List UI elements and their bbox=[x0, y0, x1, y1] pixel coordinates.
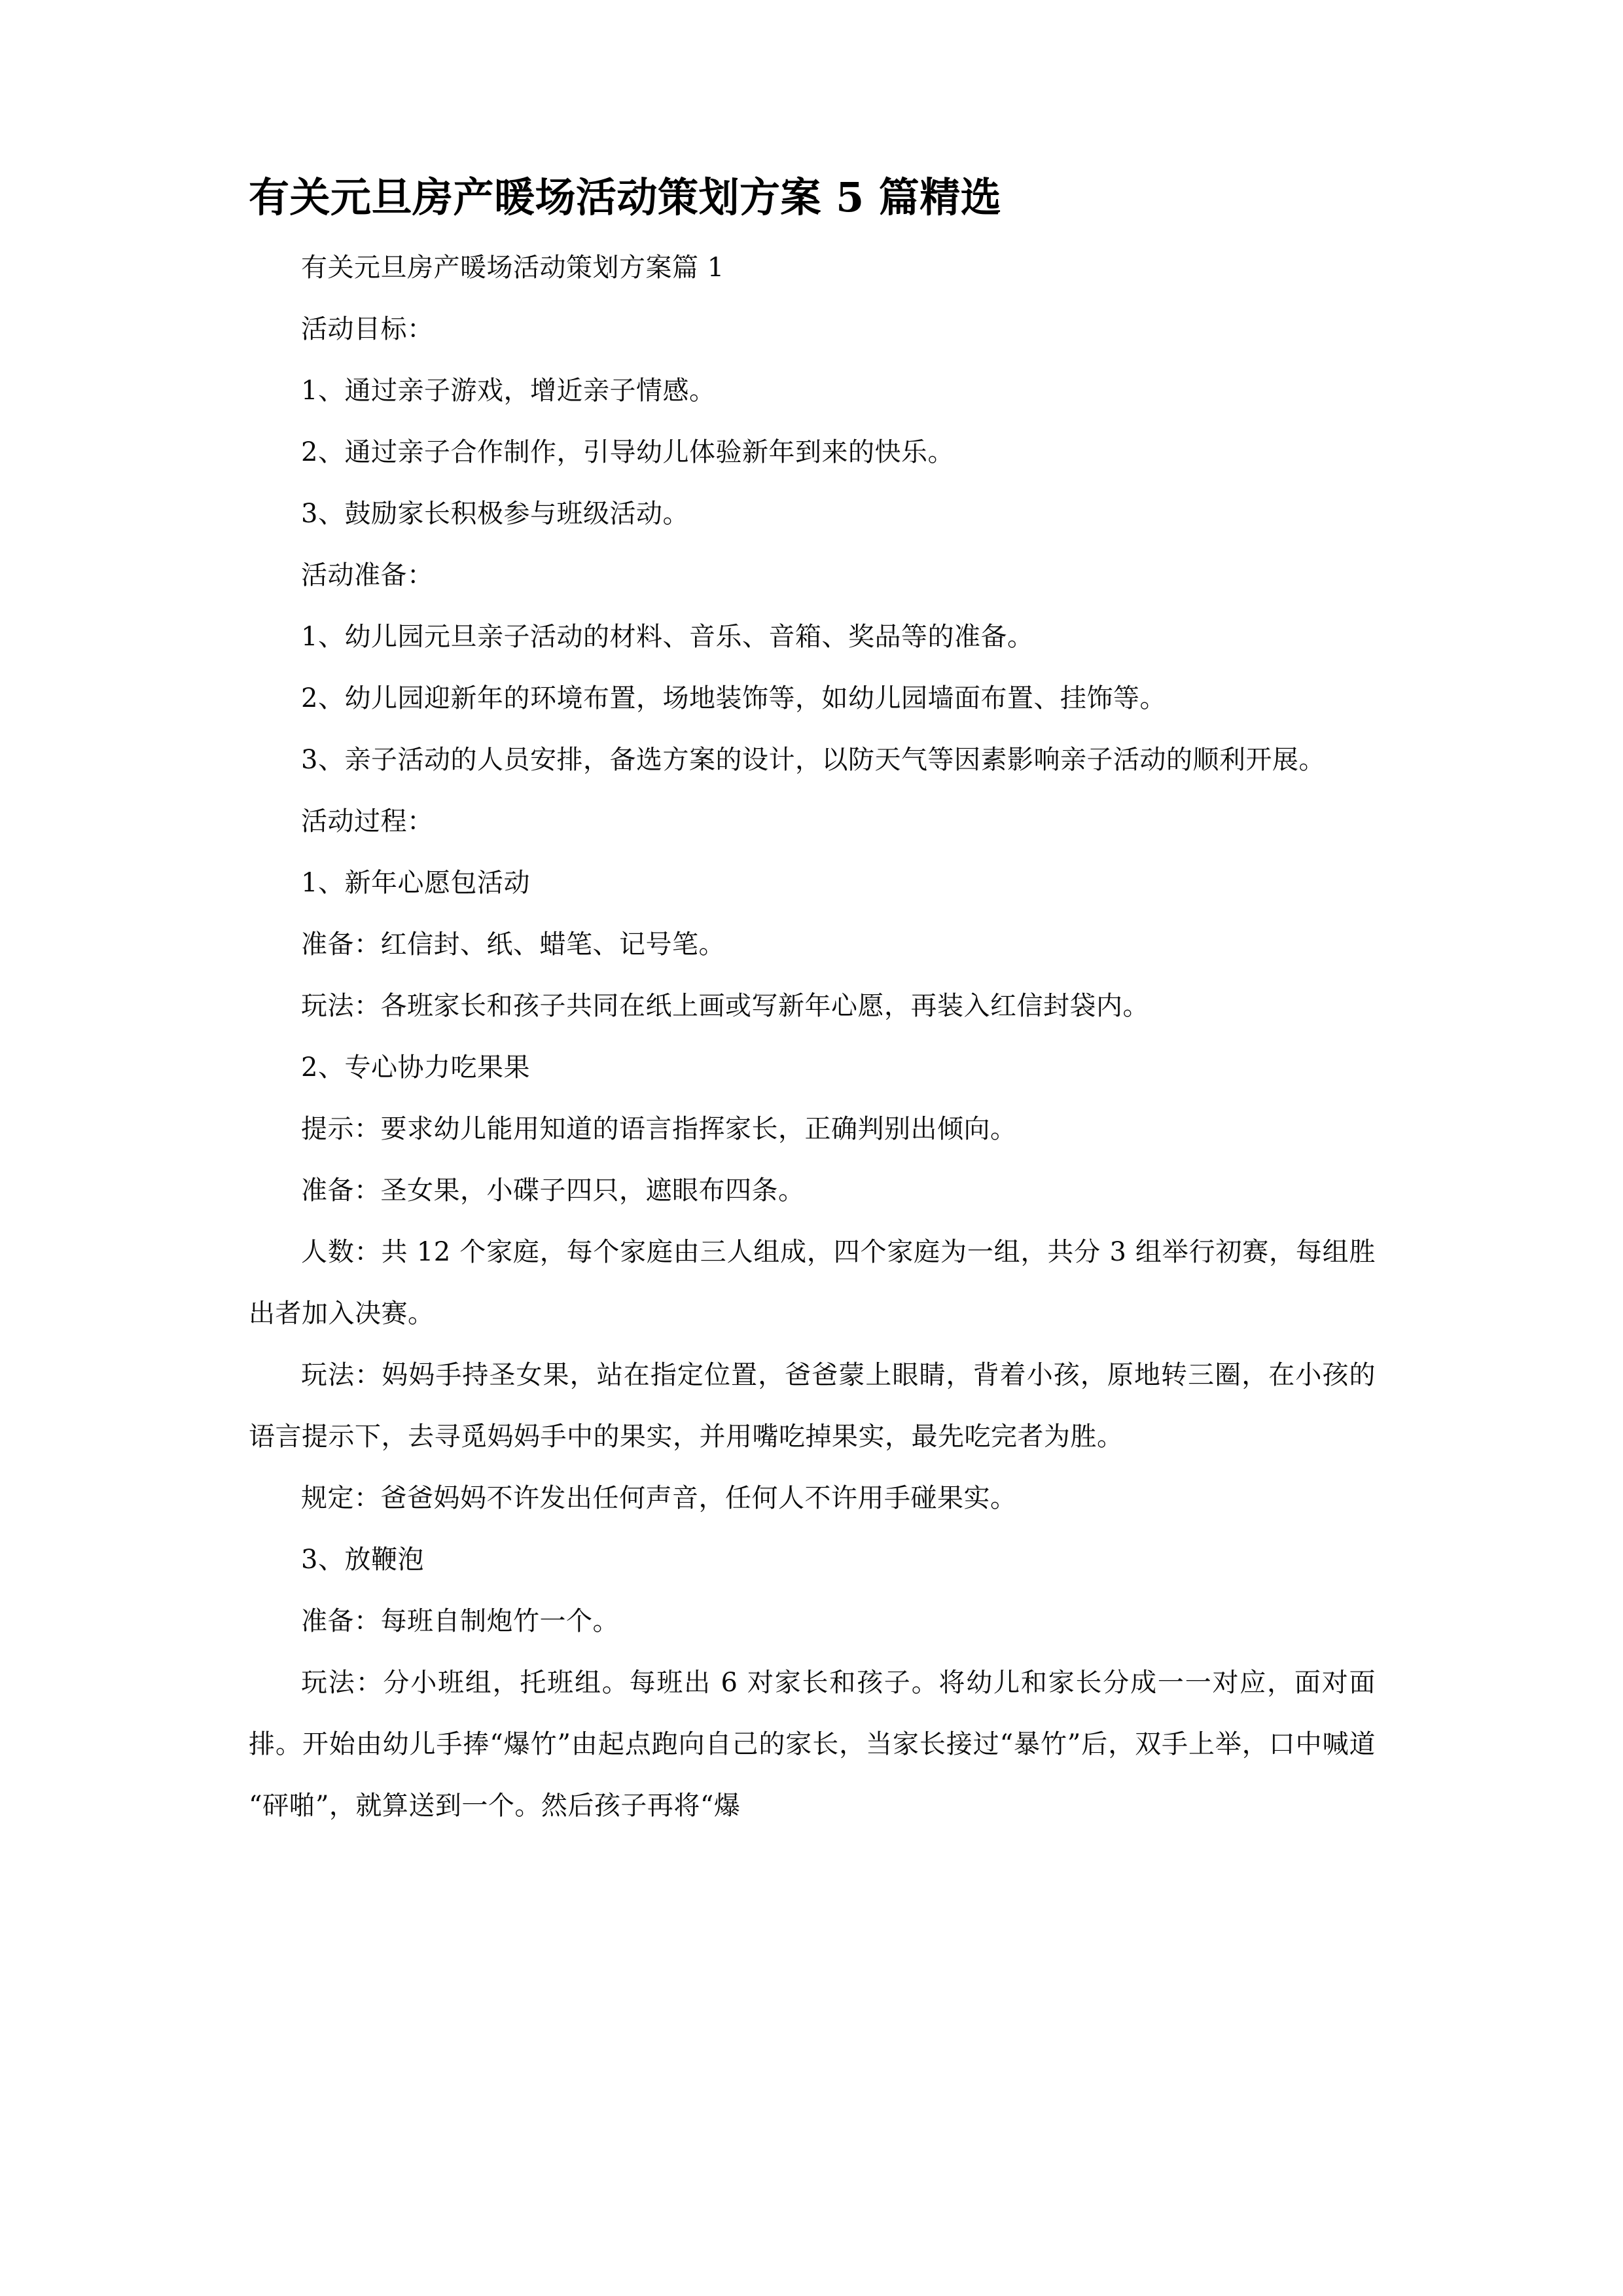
paragraph-activity-3-title: 3、放鞭泡 bbox=[301, 1544, 424, 1575]
paragraph-goal-3: 3、鼓励家长积极参与班级活动。 bbox=[301, 498, 689, 529]
paragraph-prep-heading: 活动准备： bbox=[301, 560, 434, 590]
paragraph-process-heading: 活动过程： bbox=[301, 806, 434, 836]
paragraph-activity-3-play: 玩法：分小班组，托班组。每班出 6 对家长和孩子。将幼儿和家长分成一一对应，面对面排。开始由幼儿手捧“爆竹”由起点跑向自己的家长，当家长接过“暴竹”后，双手上举，口中喊道“砰啪”，就算送到一个。然后孩子再将“爆 bbox=[249, 1667, 1376, 1821]
document-content bbox=[249, 170, 1376, 1837]
paragraph-activity-1-play: 玩法：各班家长和孩子共同在纸上画或写新年心愿，再装入红信封袋内。 bbox=[301, 990, 1149, 1021]
paragraph-goal-1: 1、通过亲子游戏，增近亲子情感。 bbox=[301, 375, 716, 406]
paragraph-activity-2-play: 玩法：妈妈手持圣女果，站在指定位置，爸爸蒙上眼睛，背着小孩，原地转三圈，在小孩的语言提示下，去寻觅妈妈手中的果实，并用嘴吃掉果实，最先吃完者为胜。 bbox=[249, 1359, 1376, 1452]
paragraph-prep-1: 1、幼儿园元旦亲子活动的材料、音乐、音箱、奖品等的准备。 bbox=[301, 621, 1034, 652]
paragraph-section-heading-1: 有关元旦房产暖场活动策划方案篇 1 bbox=[301, 252, 724, 283]
paragraph-activity-1-prep: 准备：红信封、纸、蜡笔、记号笔。 bbox=[301, 929, 725, 960]
paragraph-prep-3: 3、亲子活动的人员安排，备选方案的设计，以防天气等因素影响亲子活动的顺利开展。 bbox=[301, 744, 1325, 775]
paragraph-activity-2-prep: 准备：圣女果，小碟子四只，遮眼布四条。 bbox=[301, 1175, 805, 1206]
paragraph-activity-1-title: 1、新年心愿包活动 bbox=[301, 867, 530, 898]
paragraph-prep-2: 2、幼儿园迎新年的环境布置，场地装饰等，如幼儿园墙面布置、挂饰等。 bbox=[301, 683, 1166, 713]
paragraph-activity-2-count: 人数：共 12 个家庭，每个家庭由三人组成，四个家庭为一组，共分 3 组举行初赛，每组胜出者加入决赛。 bbox=[249, 1236, 1376, 1329]
paragraph-activity-2-rule: 规定：爸爸妈妈不许发出任何声音，任何人不许用手碰果实。 bbox=[301, 1482, 1017, 1513]
paragraph-activity-2-title: 2、专心协力吃果果 bbox=[301, 1052, 530, 1083]
paragraph-goals-heading: 活动目标： bbox=[301, 314, 434, 344]
paragraph-activity-3-prep: 准备：每班自制炮竹一个。 bbox=[301, 1605, 619, 1636]
paragraph-goal-2: 2、通过亲子合作制作，引导幼儿体验新年到来的快乐。 bbox=[301, 437, 954, 467]
page-title: 有关元旦房产暖场活动策划方案 5 篇精选 bbox=[249, 173, 1002, 221]
paragraph-activity-2-tip: 提示：要求幼儿能用知道的语言指挥家长，正确判别出倾向。 bbox=[301, 1113, 1017, 1144]
